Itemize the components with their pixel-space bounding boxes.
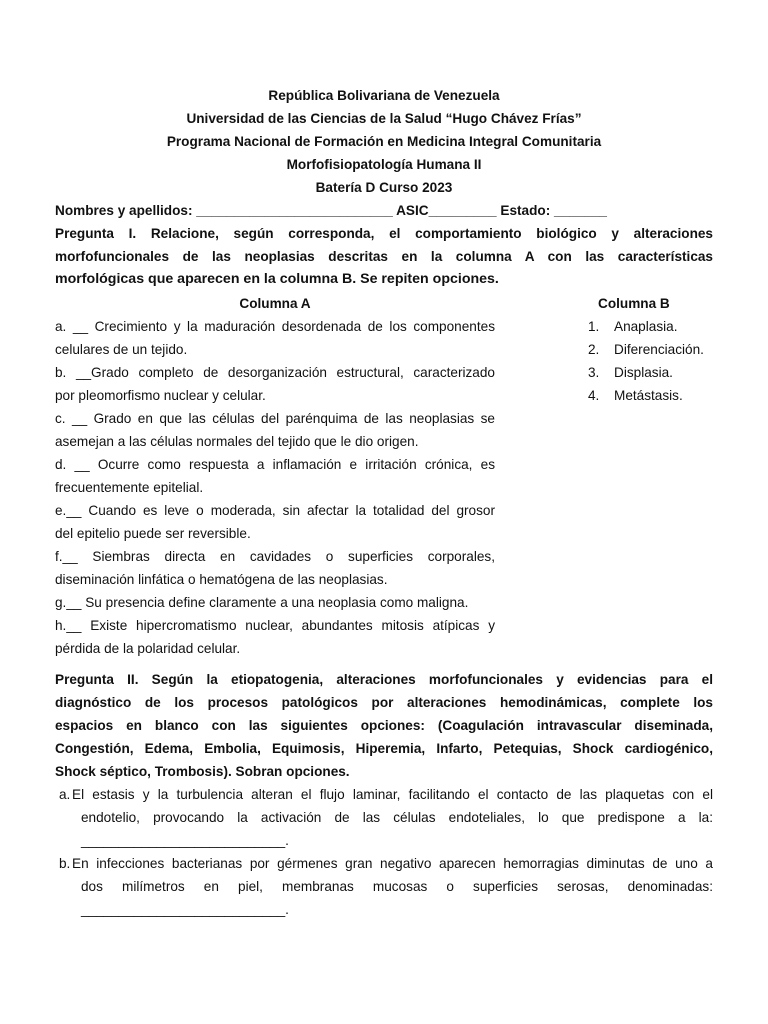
question-2-line: Pregunta II. Según la etiopatogenia, alteraciones morfofuncionales y evidencias para el (55, 672, 713, 687)
student-info (55, 199, 713, 222)
header-country: República Bolivariana de Venezuela (268, 88, 500, 103)
column-a-line: por pleomorfismo nuclear y celular. (55, 388, 266, 403)
column-b-item (585, 384, 715, 407)
item-a-line: endotelio, provocando la activación de las células endoteliales, lo que predispone a la: (81, 810, 713, 825)
column-a-line: diseminación linfática o hematógena de las neoplasias. (55, 572, 388, 587)
question-2-item-a (59, 783, 713, 853)
column-a-line: a. __ Crecimiento y la maduración desordenada de los componentes (55, 319, 495, 334)
question-1-line: morfológicas que aparecen en la columna B. Se repiten opciones. (55, 271, 499, 287)
item-a-line: El estasis y la turbulencia alteran el flujo laminar, facilitando el contacto de las plaquetas con el (72, 787, 713, 802)
column-b-label: Anaplasia. (614, 319, 678, 334)
document-header (0, 84, 768, 199)
column-a-line: celulares de un tejido. (55, 342, 188, 357)
column-b-item (585, 315, 715, 338)
item-b-answer-blank: ___________________________. (81, 902, 289, 917)
item-a-label: a. (59, 787, 71, 802)
column-a-line: d. __ Ocurre como respuesta a inflamación e irritación crónica, es (55, 457, 495, 472)
column-a-line: del epitelio puede ser reversible. (55, 526, 251, 541)
item-b-line: En infecciones bacterianas por gérmenes gran negativo aparecen hemorragias diminutas de uno a (72, 856, 713, 871)
column-b-number: 3. (588, 365, 600, 380)
header-program: Programa Nacional de Formación en Medicina Integral Comunitaria (166, 134, 602, 149)
column-b-item (585, 361, 715, 384)
column-a-line: frecuentemente epitelial. (55, 480, 204, 495)
column-a-header: Columna A (239, 296, 311, 311)
column-b-number: 4. (588, 388, 600, 403)
header-university: Universidad de las Ciencias de la Salud “Hugo Chávez Frías” (186, 111, 582, 126)
question-2-line: Shock séptico, Trombosis). Sobran opciones. (55, 764, 350, 779)
question-2-item-b (59, 852, 713, 922)
item-a-answer-blank: ___________________________. (81, 833, 289, 848)
column-b-item (585, 338, 715, 361)
header-battery: Batería D Curso 2023 (315, 180, 453, 195)
item-b-label: b. (59, 856, 71, 871)
column-b-label: Diferenciación. (614, 342, 704, 357)
column-a-line: g.__ Su presencia define claramente a una neoplasia como maligna. (55, 595, 469, 610)
column-b-label: Metástasis. (614, 388, 683, 403)
column-a-line: b. __Grado completo de desorganización estructural, caracterizado (55, 365, 495, 380)
column-b-label: Displasia. (614, 365, 673, 380)
column-a (55, 292, 495, 660)
column-b-number: 2. (588, 342, 600, 357)
column-a-line: c. __ Grado en que las células del parénquima de las neoplasias se (55, 411, 495, 426)
column-b (585, 292, 715, 407)
header-subject: Morfofisiopatología Humana II (286, 157, 482, 172)
column-a-line: e.__ Cuando es leve o moderada, sin afectar la totalidad del grosor (55, 503, 495, 518)
column-b-number: 1. (588, 319, 600, 334)
question-2-line: Congestión, Edema, Embolia, Equimosis, Hiperemia, Infarto, Petequias, Shock cardiogénico, (55, 741, 713, 756)
question-2-line: diagnóstico de los procesos patológicos por alteraciones hemodinámicas, complete los (55, 695, 713, 710)
question-1-line: morfofuncionales de las neoplasias descritas en la columna A con las características (55, 249, 713, 264)
question-1-line: Pregunta I. Relacione, según corresponda, el comportamiento biológico y alteraciones (55, 226, 713, 241)
column-a-line: h.__ Existe hipercromatismo nuclear, abundantes mitosis atípicas y (55, 618, 495, 633)
student-info-line: Nombres y apellidos: __________________________ ASIC_________ Estado: _______ (55, 203, 607, 218)
column-a-line: asemejan a las células normales del tejido que le dio origen. (55, 434, 419, 449)
column-b-header: Columna B (598, 296, 670, 311)
column-a-line: f.__ Siembras directa en cavidades o superficies corporales, (55, 549, 495, 564)
item-b-line: dos milímetros en piel, membranas mucosas o superficies serosas, denominadas: (81, 879, 713, 894)
question-1-prompt (55, 222, 713, 291)
question-2-prompt (55, 668, 713, 783)
question-2-line: espacios en blanco con las siguientes opciones: (Coagulación intravascular diseminada, (55, 718, 713, 733)
column-a-line: pérdida de la polaridad celular. (55, 641, 241, 656)
